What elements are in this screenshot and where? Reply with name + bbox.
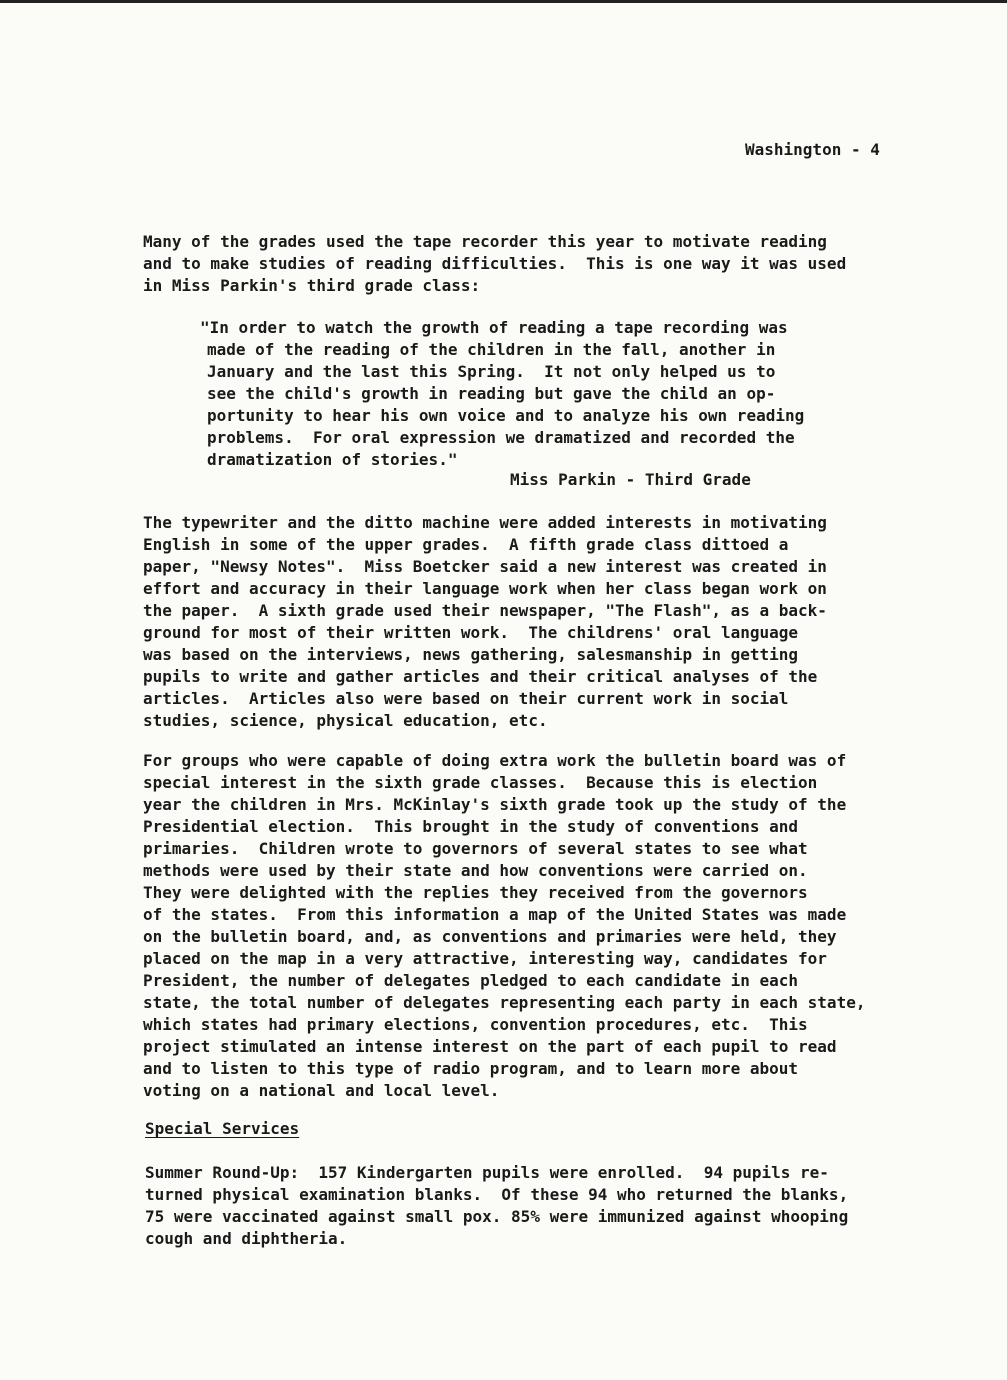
text-line: turned physical examination blanks. Of these 94 who returned the blanks, bbox=[145, 1185, 849, 1204]
quote-line: portunity to hear his own voice and to analyze his own reading bbox=[207, 406, 805, 425]
text-line: President, the number of delegates pledged to each candidate in each bbox=[143, 971, 799, 990]
scan-top-edge bbox=[0, 0, 1007, 3]
text-line: was based on the interviews, news gathering, salesmanship in getting bbox=[143, 645, 799, 664]
text-line: ground for most of their written work. The childrens' oral language bbox=[143, 623, 799, 642]
text-line: They were delighted with the replies they received from the governors bbox=[143, 883, 808, 902]
quote-line: made of the reading of the children in the fall, another in bbox=[207, 340, 776, 359]
text-line: The typewriter and the ditto machine were added interests in motivating bbox=[143, 513, 827, 532]
text-line: Summer Round-Up: 157 Kindergarten pupils were enrolled. 94 pupils re- bbox=[145, 1163, 829, 1182]
text-line: methods were used by their state and how conventions were carried on. bbox=[143, 861, 808, 880]
text-line: placed on the map in a very attractive, interesting way, candidates for bbox=[143, 949, 827, 968]
text-line: Many of the grades used the tape recorder this year to motivate reading bbox=[143, 232, 827, 251]
text-line: cough and diphtheria. bbox=[145, 1229, 348, 1248]
quote-attribution: Miss Parkin - Third Grade bbox=[510, 470, 751, 489]
text-line: of the states. From this information a map of the United States was made bbox=[143, 905, 847, 924]
quote-line: dramatization of stories." bbox=[207, 450, 458, 469]
text-line: 75 were vaccinated against small pox. 85% were immunized against whooping bbox=[145, 1207, 849, 1226]
page-header: Washington - 4 bbox=[745, 140, 880, 159]
text-line: effort and accuracy in their language work when her class began work on bbox=[143, 579, 827, 598]
text-line: year the children in Mrs. McKinlay's sixth grade took up the study of the bbox=[143, 795, 847, 814]
text-line: state, the total number of delegates representing each party in each state, bbox=[143, 993, 866, 1012]
text-line: Presidential election. This brought in the study of conventions and bbox=[143, 817, 799, 836]
quote-line: see the child's growth in reading but gave the child an op- bbox=[207, 384, 776, 403]
text-line: and to make studies of reading difficulties. This is one way it was used bbox=[143, 254, 847, 273]
text-line: in Miss Parkin's third grade class: bbox=[143, 276, 481, 295]
text-line: special interest in the sixth grade classes. Because this is election bbox=[143, 773, 818, 792]
text-line: on the bulletin board, and, as conventions and primaries were held, they bbox=[143, 927, 837, 946]
section-heading: Special Services bbox=[145, 1119, 300, 1138]
text-line: For groups who were capable of doing extra work the bulletin board was of bbox=[143, 751, 847, 770]
text-line: studies, science, physical education, etc. bbox=[143, 711, 548, 730]
text-line: project stimulated an intense interest on the part of each pupil to read bbox=[143, 1037, 837, 1056]
text-line: the paper. A sixth grade used their newspaper, "The Flash", as a back- bbox=[143, 601, 827, 620]
text-line: pupils to write and gather articles and their critical analyses of the bbox=[143, 667, 818, 686]
text-line: articles. Articles also were based on their current work in social bbox=[143, 689, 789, 708]
text-line: which states had primary elections, convention procedures, etc. This bbox=[143, 1015, 808, 1034]
text-line: primaries. Children wrote to governors of several states to see what bbox=[143, 839, 808, 858]
text-line: voting on a national and local level. bbox=[143, 1081, 500, 1100]
text-line: English in some of the upper grades. A fifth grade class dittoed a bbox=[143, 535, 789, 554]
quote-line: problems. For oral expression we dramatized and recorded the bbox=[207, 428, 795, 447]
text-line: paper, "Newsy Notes". Miss Boetcker said a new interest was created in bbox=[143, 557, 827, 576]
quote-line: January and the last this Spring. It not only helped us to bbox=[207, 362, 776, 381]
quote-line: "In order to watch the growth of reading a tape recording was bbox=[200, 318, 788, 337]
text-line: and to listen to this type of radio program, and to learn more about bbox=[143, 1059, 799, 1078]
